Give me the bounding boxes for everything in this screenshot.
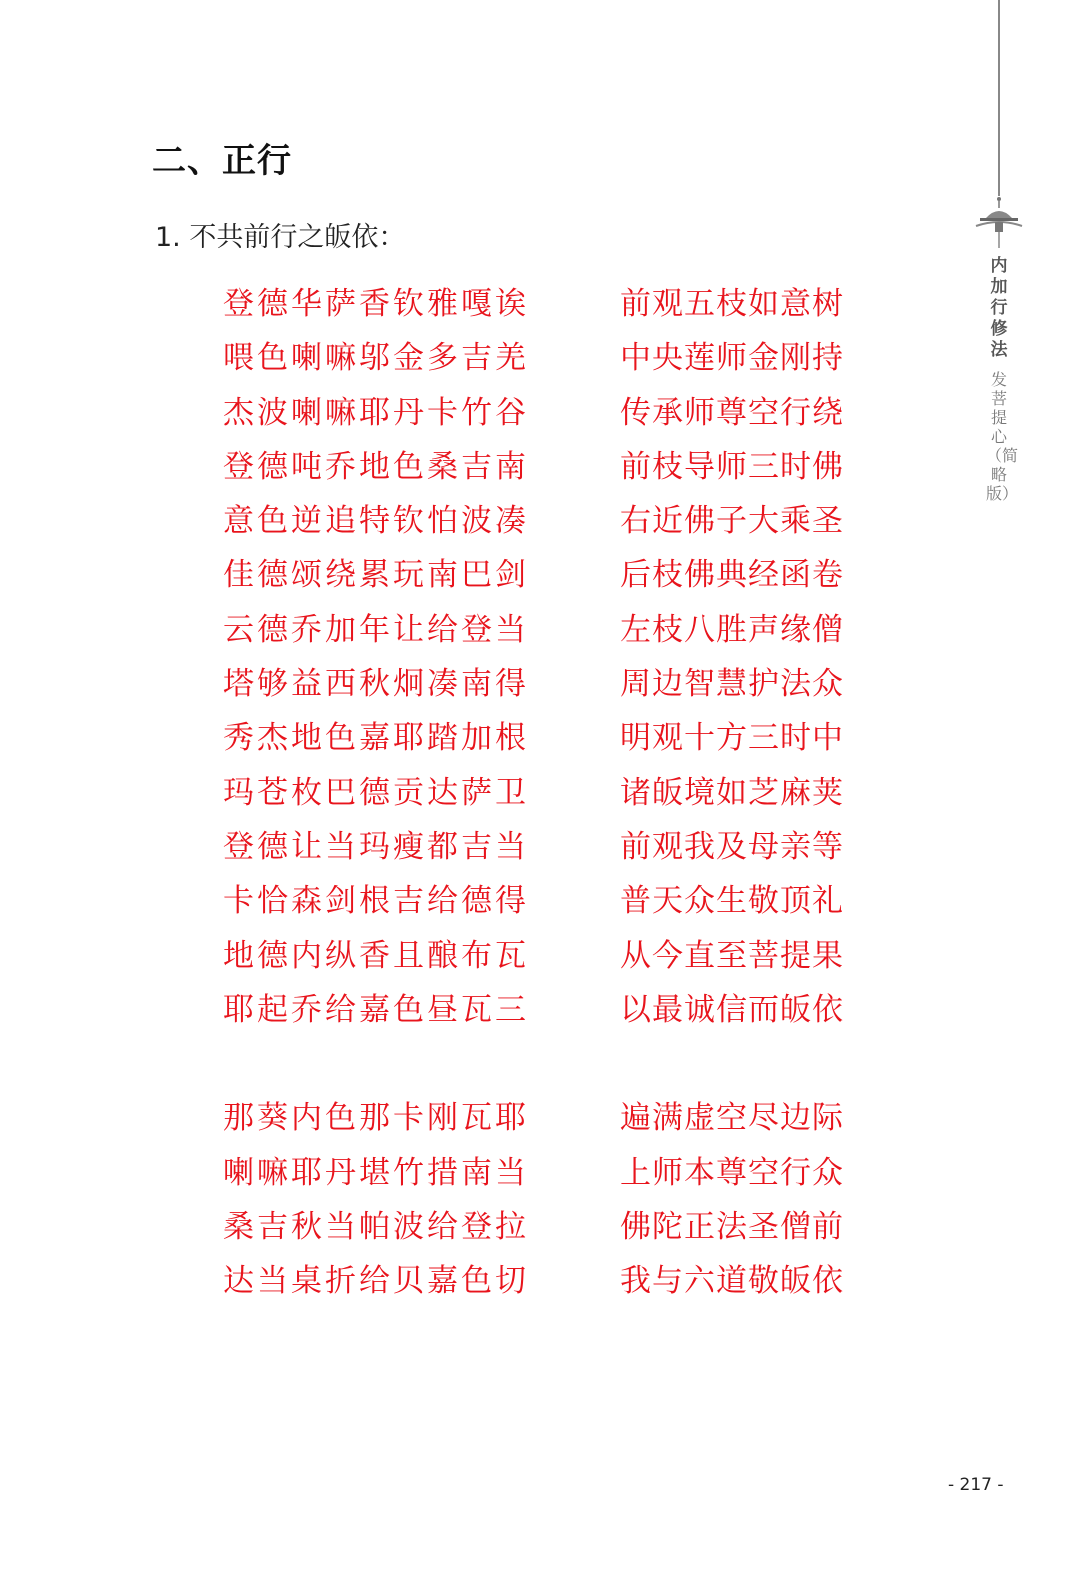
page-number: - 217 - xyxy=(948,1475,1004,1495)
verse-line: 周边智慧护法众 xyxy=(620,666,844,703)
margin-rule xyxy=(998,0,1000,196)
verse-line: 中央莲师金刚持 xyxy=(620,340,844,377)
verse-line: 达当桌折给贝嘉色切 xyxy=(223,1263,529,1300)
subsection-heading: 1. 不共前行之皈依： xyxy=(155,222,406,253)
verse-line: 从今直至菩提果 xyxy=(620,937,844,974)
running-header-subtitle: 发菩提心（简略版） xyxy=(986,370,1019,503)
verse-line: 前观五枝如意树 xyxy=(620,286,844,322)
verse-line: 杰波喇嘛耶丹卡竹谷 xyxy=(223,394,529,431)
verse-line: 桑吉秋当帕波给登拉 xyxy=(223,1209,529,1246)
verse-line: 普天众生敬顶礼 xyxy=(620,883,844,920)
verse-line: 前观我及母亲等 xyxy=(620,828,844,865)
section-heading: 二、正行 xyxy=(152,141,292,181)
verse-line: 我与六道敬皈依 xyxy=(620,1263,844,1300)
verse-column-chinese xyxy=(620,277,844,1309)
verse-line: 玛苍枚巴德贡达萨卫 xyxy=(223,774,529,811)
verse-line: 秀杰地色嘉耶踏加根 xyxy=(223,720,529,757)
verse-line: 登德华萨香钦雅嘎诶 xyxy=(223,286,529,322)
verse-line: 地德内纵香且酿布瓦 xyxy=(223,937,529,974)
stanza-gap xyxy=(620,1037,844,1091)
verse-line: 意色逆追特钦怕波凑 xyxy=(223,503,529,540)
verse-line: 塔够益西秋炯凑南得 xyxy=(223,666,529,703)
stanza-gap xyxy=(223,1037,529,1091)
verse-line: 右近佛子大乘圣 xyxy=(620,503,844,540)
verse-line: 以最诚信而皈依 xyxy=(620,991,844,1028)
verse-line: 佛陀正法圣僧前 xyxy=(620,1209,844,1246)
verse-line: 喂色喇嘛邬金多吉羌 xyxy=(223,340,529,377)
verse-line: 喇嘛耶丹堪竹措南当 xyxy=(223,1154,529,1191)
running-header-title: 内加行修法 xyxy=(990,256,1008,360)
verse-line: 前枝导师三时佛 xyxy=(620,448,844,485)
verse-line: 传承师尊空行绕 xyxy=(620,394,844,431)
verse-line: 明观十方三时中 xyxy=(620,720,844,757)
verse-line: 卡恰森剑根吉给德得 xyxy=(223,883,529,920)
verse-line: 那葵内色那卡刚瓦耶 xyxy=(223,1100,529,1137)
stupa-ornament-icon xyxy=(974,196,1024,250)
verse-line: 上师本尊空行众 xyxy=(620,1154,844,1191)
verse-line: 登德让当玛瘦都吉当 xyxy=(223,828,529,865)
verse-line: 左枝八胜声缘僧 xyxy=(620,611,844,648)
verse-line: 佳德颂绕累玩南巴剑 xyxy=(223,557,529,594)
verse-line: 遍满虚空尽边际 xyxy=(620,1100,844,1137)
verse-line: 云德乔加年让给登当 xyxy=(223,611,529,648)
verse-line: 耶起乔给嘉色昼瓦三 xyxy=(223,991,529,1028)
verse-line: 诸皈境如芝麻荚 xyxy=(620,774,844,811)
verse-line: 后枝佛典经函卷 xyxy=(620,557,844,594)
verse-column-phonetic xyxy=(223,277,529,1309)
verse-line: 登德吨乔地色桑吉南 xyxy=(223,448,529,485)
